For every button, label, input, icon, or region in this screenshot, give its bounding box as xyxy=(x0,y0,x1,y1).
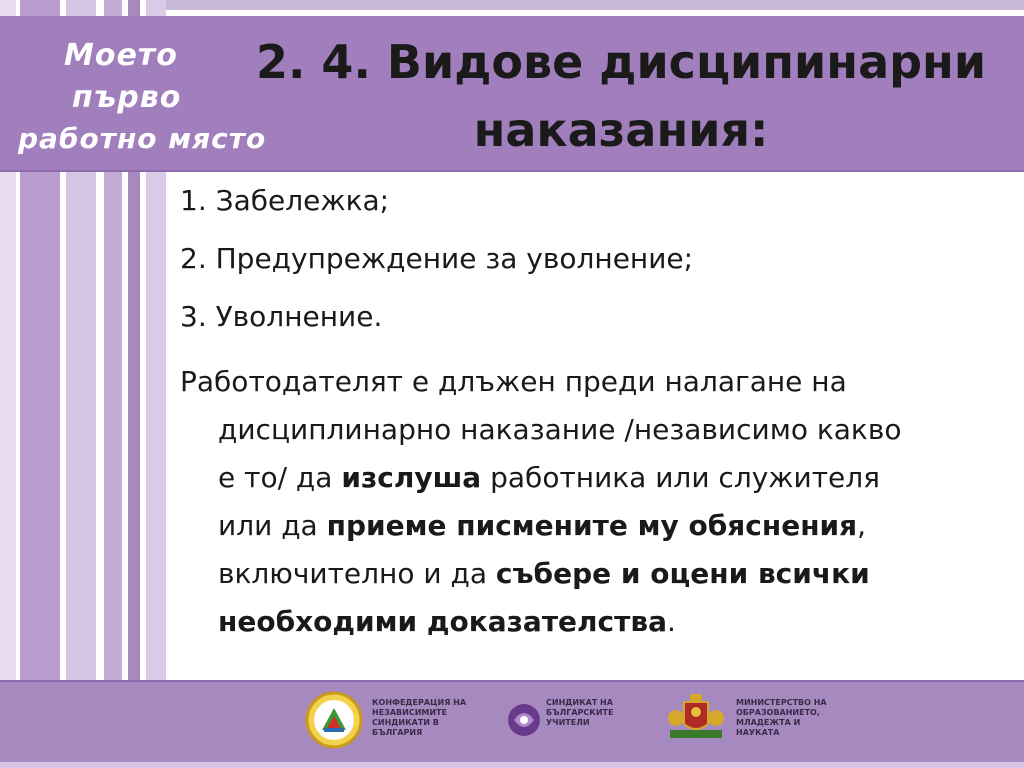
footer-bottom-stripe xyxy=(0,762,1024,768)
ministry-logo xyxy=(664,688,844,752)
sbu-logo-text: СИНДИКАТ НА БЪЛГАРСКИТЕ УЧИТЕЛИ xyxy=(546,698,614,727)
paragraph-text: или да xyxy=(218,509,327,542)
sbu-emblem-icon xyxy=(504,690,544,750)
paragraph-line-1: Работодателят е длъжен преди налагане на xyxy=(180,365,847,398)
sbu-logo xyxy=(504,688,624,752)
list-item: 3. Уволнение. xyxy=(180,300,383,333)
paragraph-text: е то/ да xyxy=(218,461,342,494)
logo-line-2: първо xyxy=(72,80,182,115)
title-line-1: 2. 4. Видове дисципинарни xyxy=(255,35,987,89)
title-line-2: наказания: xyxy=(473,103,769,157)
paragraph-text: , xyxy=(857,509,867,542)
paragraph-body xyxy=(180,406,1010,646)
list-item: 2. Предупреждение за уволнение; xyxy=(180,242,694,275)
emphasis-listen: изслуша xyxy=(341,461,482,494)
slide-title xyxy=(236,28,1006,164)
citub-logo xyxy=(304,688,474,752)
project-logo xyxy=(12,38,267,173)
coat-of-arms-icon xyxy=(664,690,728,750)
paragraph-line-2: дисциплинарно наказание /независимо какво xyxy=(218,413,902,446)
logo-line-3: работно място xyxy=(18,122,267,155)
emphasis-necessary-evidence: необходими доказателства xyxy=(218,605,667,638)
citub-emblem-icon xyxy=(304,690,364,750)
list-item: 1. Забележка; xyxy=(180,184,390,217)
citub-logo-text: КОНФЕДЕРАЦИЯ НА НЕЗАВИСИМИТЕ СИНДИКАТИ В БЪЛГАРИЯ xyxy=(372,698,467,737)
logo-line-1: Моето xyxy=(64,38,178,73)
ministry-logo-text: МИНИСТЕРСТВО НА ОБРАЗОВАНИЕТО, МЛАДЕЖТА И НАУКАТА xyxy=(736,698,827,737)
emphasis-written-explanations: приеме писмените му обяснения xyxy=(326,509,858,542)
paragraph-text: . xyxy=(666,605,676,638)
employer-obligation-paragraph xyxy=(180,358,1010,646)
paragraph-text: включително и да xyxy=(218,557,496,590)
emphasis-collect-evidence: събере и оцени всички xyxy=(495,557,870,590)
slide-content xyxy=(180,182,1010,646)
paragraph-text: работника или служителя xyxy=(481,461,880,494)
